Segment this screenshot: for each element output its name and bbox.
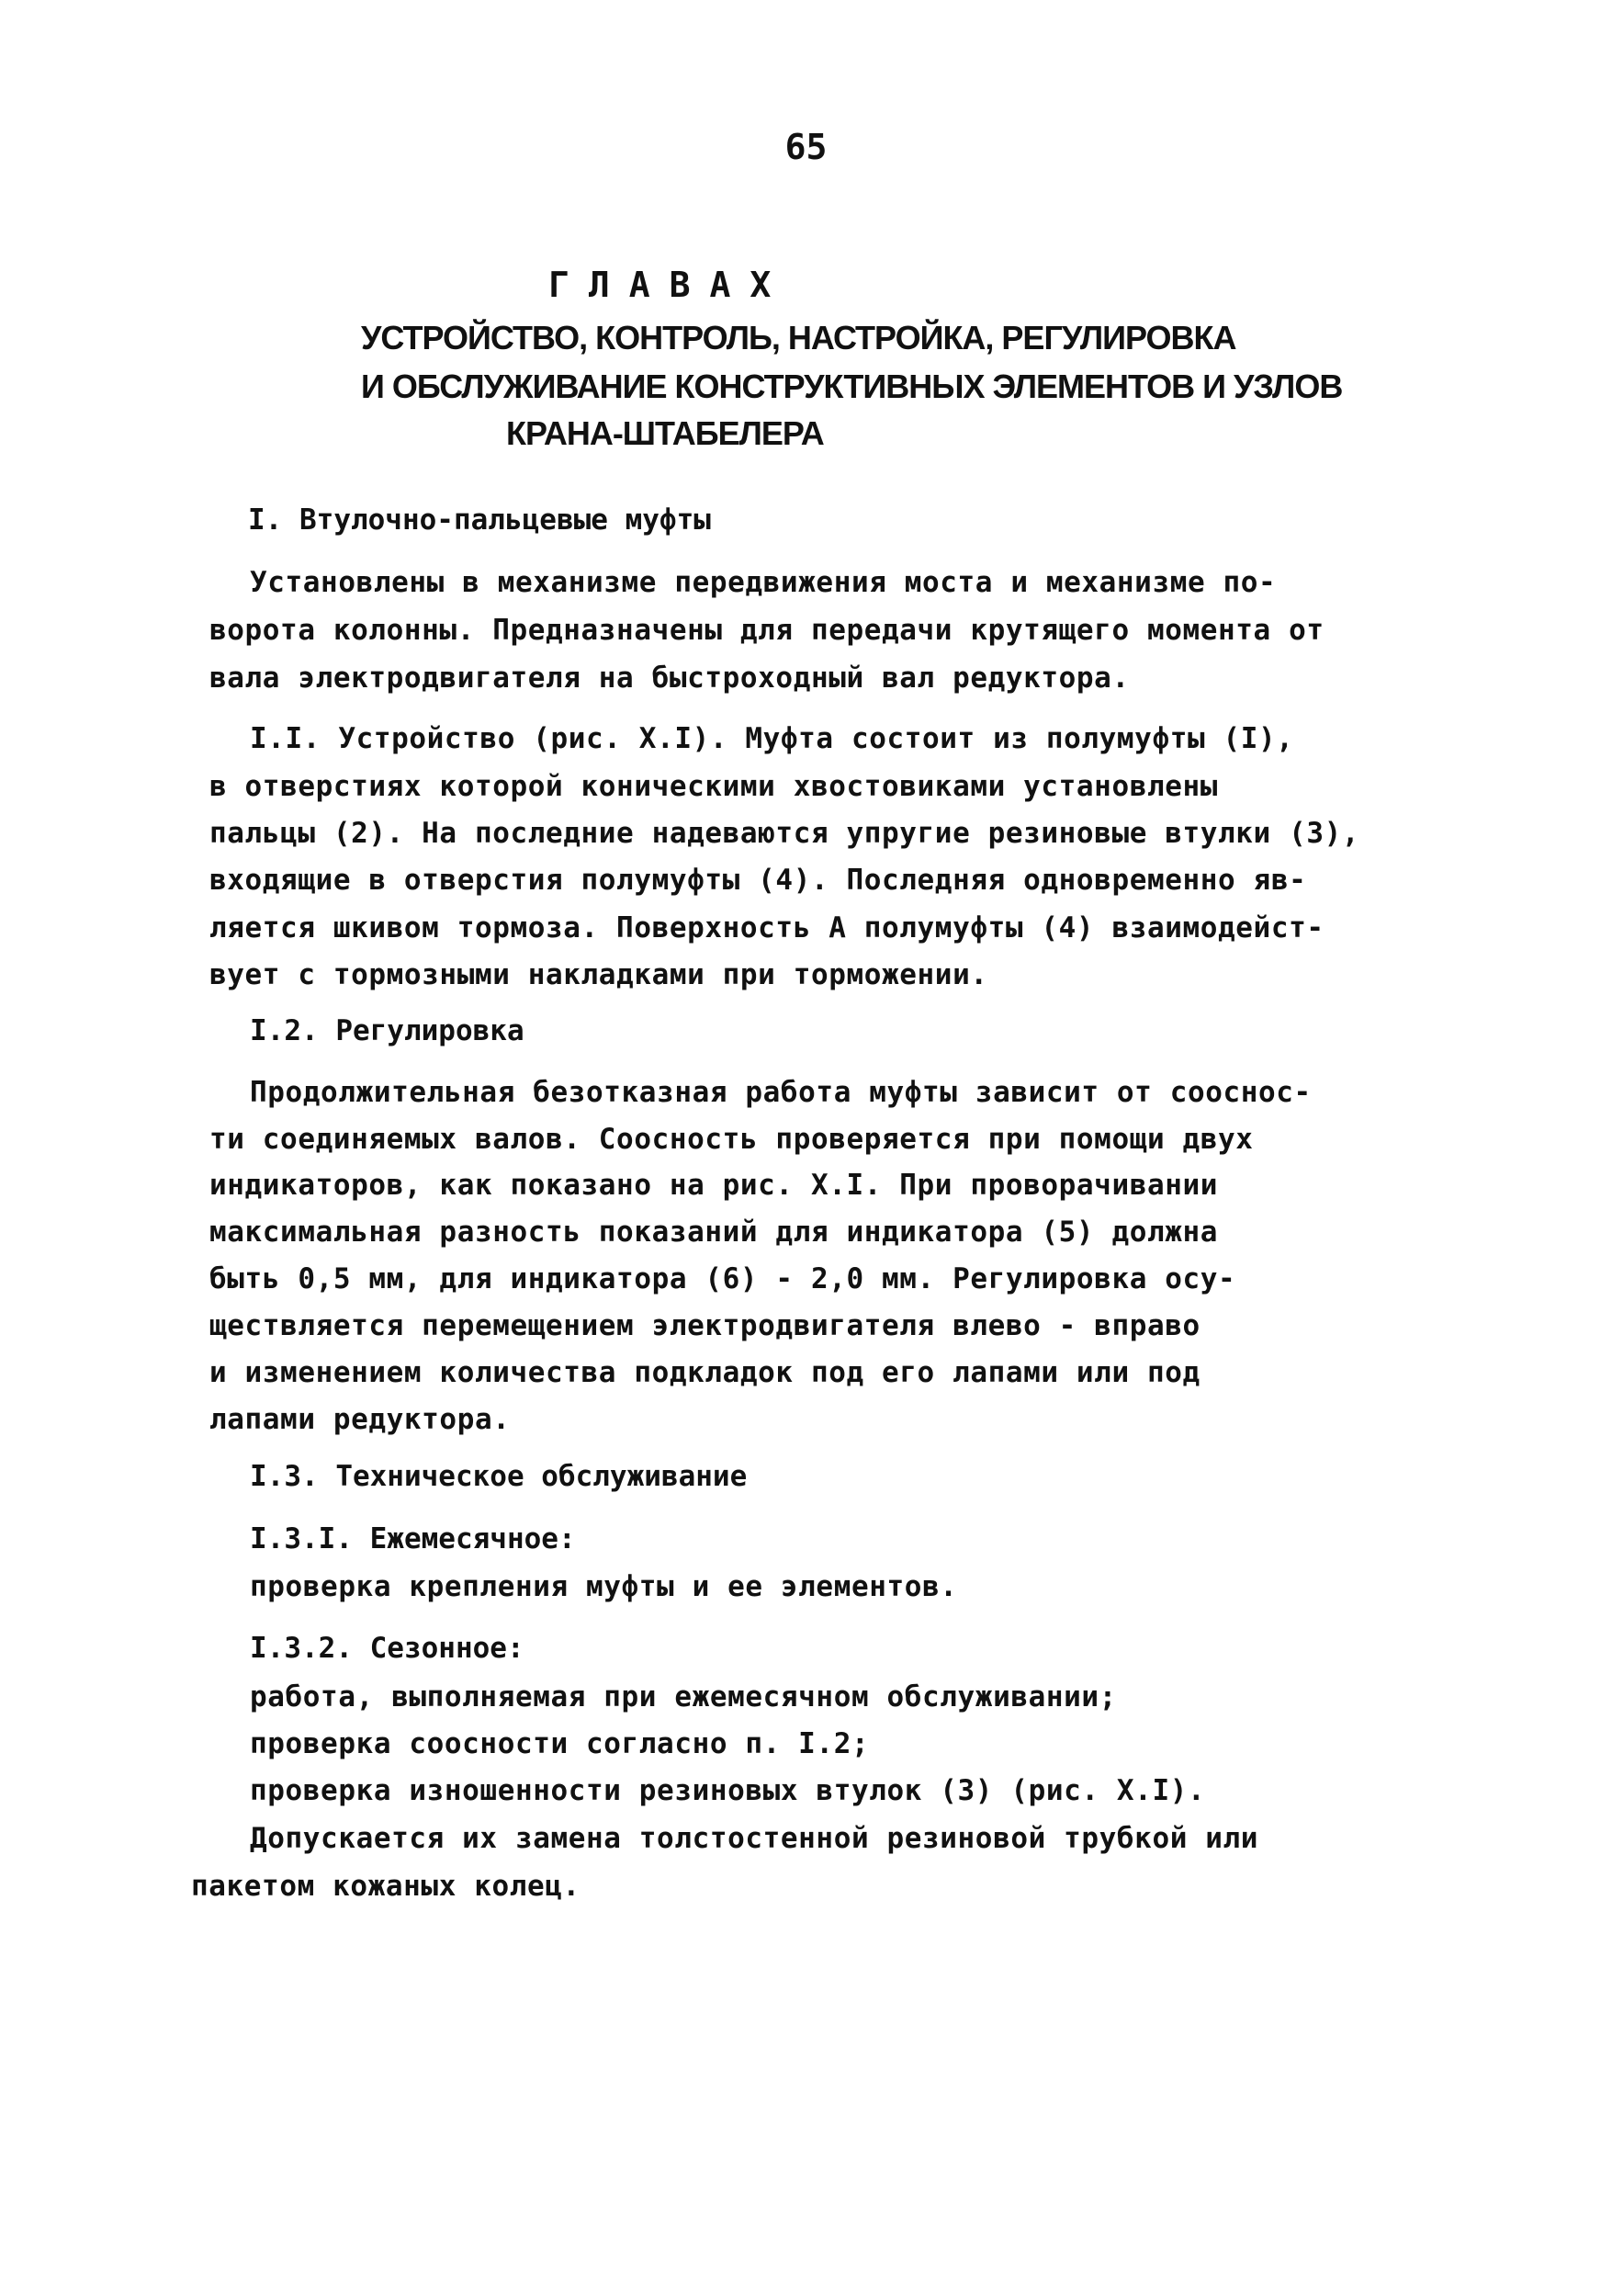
design-line: пальцы (2). На последние надеваются упругие резиновые втулки (3), — [209, 817, 1360, 850]
monthly-line: проверка крепления муфты и ее элементов. — [250, 1570, 958, 1603]
section-heading: I. Втулочно-пальцевые муфты — [248, 503, 711, 537]
intro-line: ворота колонны. Предназначены для передачи крутящего момента от — [209, 614, 1325, 647]
seasonal-line: проверка изношенности резиновых втулок (3) (рис. X.I). — [250, 1774, 1206, 1807]
chapter-title-line-1: УСТРОЙСТВО, КОНТРОЛЬ, НАСТРОЙКА, РЕГУЛИРОВКА — [361, 319, 1236, 356]
subsection-heading-maintenance: I.3. Техническое обслуживание — [250, 1460, 748, 1493]
chapter-title-line-2: И ОБСЛУЖИВАНИЕ КОНСТРУКТИВНЫХ ЭЛЕМЕНТОВ И УЗЛОВ — [361, 368, 1343, 405]
adjust-line: Продолжительная безотказная работа муфты зависит от сооснос- — [250, 1076, 1312, 1109]
seasonal-line: работа, выполняемая при ежемесячном обслуживании; — [250, 1680, 1117, 1714]
adjust-line: максимальная разность показаний для индикатора (5) должна — [209, 1216, 1219, 1249]
design-line: I.I. Устройство (рис. X.I). Муфта состоит из полумуфты (I), — [250, 722, 1294, 755]
seasonal-line: пакетом кожаных колец. — [191, 1870, 581, 1903]
adjust-line: быть 0,5 мм, для индикатора (6) - 2,0 мм. Регулировка осу- — [209, 1262, 1236, 1295]
design-line: ляется шкивом тормоза. Поверхность А полумуфты (4) взаимодейст- — [209, 911, 1325, 944]
design-line: в отверстиях которой коническими хвостовиками установлены — [209, 770, 1219, 803]
page-number: 65 — [784, 127, 828, 167]
subsection-heading-adjustment: I.2. Регулировка — [250, 1014, 524, 1047]
subsection-heading-seasonal: I.3.2. Сезонное: — [250, 1632, 524, 1665]
intro-line: вала электродвигателя на быстроходный вал редуктора. — [209, 662, 1130, 695]
seasonal-line: Допускается их замена толстостенной резиновой трубкой или — [250, 1822, 1259, 1855]
adjust-line: лапами редуктора. — [209, 1403, 511, 1436]
design-line: вует с тормозными накладками при торможении. — [209, 958, 988, 991]
adjust-line: ти соединяемых валов. Соосность проверяется при помощи двух — [209, 1123, 1254, 1156]
subsection-heading-monthly: I.3.I. Ежемесячное: — [250, 1522, 576, 1555]
chapter-label: ГЛАВАХ — [548, 265, 791, 305]
adjust-line: ществляется перемещением электродвигателя влево - вправо — [209, 1309, 1201, 1342]
adjust-line: индикаторов, как показано на рис. X.I. При проворачивании — [209, 1169, 1219, 1202]
seasonal-line: проверка соосности согласно п. I.2; — [250, 1727, 870, 1760]
intro-line: Установлены в механизме передвижения моста и механизме по- — [250, 566, 1277, 599]
design-line: входящие в отверстия полумуфты (4). Последняя одновременно яв- — [209, 864, 1307, 897]
chapter-title-line-3: КРАНА-ШТАБЕЛЕРА — [506, 414, 824, 452]
adjust-line: и изменением количества подкладок под его лапами или под — [209, 1356, 1201, 1389]
